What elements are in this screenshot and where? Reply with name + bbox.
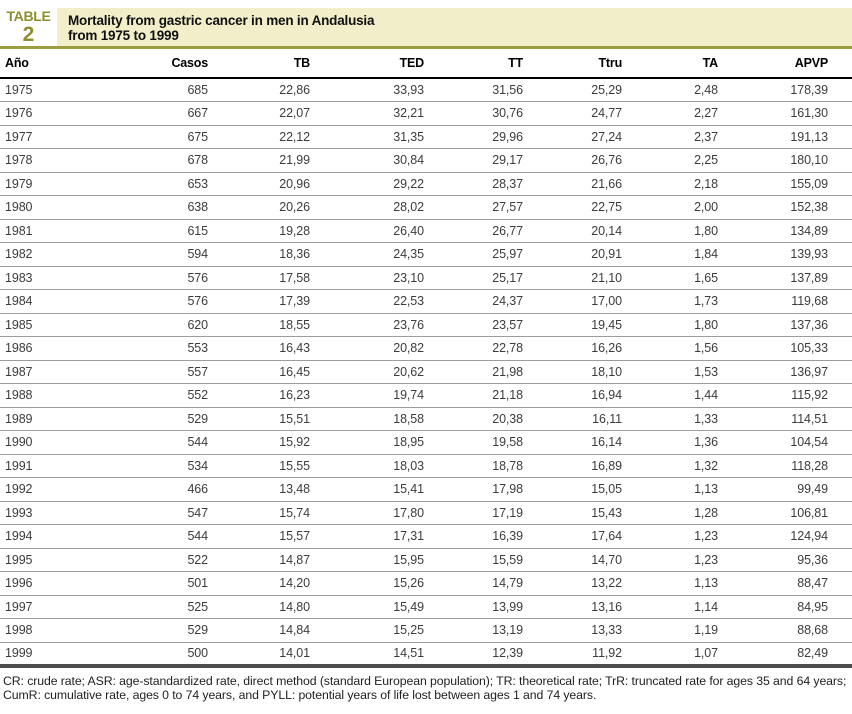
table-cell: 24,77 (547, 102, 646, 126)
table-cell: 29,96 (448, 125, 547, 149)
table-cell: 17,31 (334, 525, 448, 549)
column-header-tt: TT (448, 49, 547, 78)
table-cell: 178,39 (742, 78, 852, 102)
table-cell: 136,97 (742, 360, 852, 384)
cell-year: 1996 (0, 572, 134, 596)
column-header-ted: TED (334, 49, 448, 78)
table-cell: 1,36 (646, 431, 742, 455)
table-header-row (0, 49, 852, 78)
table-cell: 22,53 (334, 290, 448, 314)
table-cell: 14,01 (279, 646, 310, 660)
figure-header (0, 0, 852, 46)
table-cell: 21,10 (547, 266, 646, 290)
table-cell: 544 (134, 525, 232, 549)
table-cell: 534 (134, 454, 232, 478)
mortality-data-table (0, 49, 852, 668)
table-cell: 500 (187, 646, 208, 660)
table-cell: 17,80 (334, 501, 448, 525)
table-cell: 15,26 (334, 572, 448, 596)
table-cell: 21,99 (232, 149, 334, 173)
cell-year: 1980 (0, 196, 134, 220)
table-cell: 1,53 (646, 360, 742, 384)
table-cell: 161,30 (742, 102, 852, 126)
table-cell: 27,24 (547, 125, 646, 149)
table-cell: 21,66 (547, 172, 646, 196)
table-cell: 14,20 (232, 572, 334, 596)
table-cell: 88,47 (742, 572, 852, 596)
footnote-text: CR: crude rate; ASR: age-standardized rate, direct method (standard European population); TR: theoretical rate; TrR: truncated rate for ages 35 and 64 years; CumR: cumulative rate, ages 0 to 74 years, and PYLL: potential years of life lost between ages 1 and 74 years. (3, 673, 847, 702)
table-cell: 155,09 (742, 172, 852, 196)
table-cell: 13,99 (448, 595, 547, 619)
cell-year: 1982 (0, 243, 134, 267)
table-cell: 25,17 (448, 266, 547, 290)
table-cell: 15,51 (232, 407, 334, 431)
table-cell: 24,35 (334, 243, 448, 267)
table-cell: 544 (134, 431, 232, 455)
cell-year: 1983 (0, 266, 134, 290)
cell-year: 1981 (0, 219, 134, 243)
table-cell: 1,56 (646, 337, 742, 361)
table-cell: 20,14 (547, 219, 646, 243)
table-cell: 19,28 (232, 219, 334, 243)
table-cell: 82,49 (797, 646, 828, 660)
table-cell: 14,70 (547, 548, 646, 572)
cell-year: 1999 (5, 646, 33, 660)
table-cell: 16,23 (232, 384, 334, 408)
table-cell: 653 (134, 172, 232, 196)
table-cell: 18,95 (334, 431, 448, 455)
table-cell: 15,59 (448, 548, 547, 572)
table-cell: 20,26 (232, 196, 334, 220)
table-cell: 29,17 (448, 149, 547, 173)
column-header-apvp: APVP (742, 49, 852, 78)
cell-year: 1989 (0, 407, 134, 431)
table-row (0, 125, 852, 149)
table-cell: 118,28 (742, 454, 852, 478)
table-row (0, 337, 852, 361)
table-cell: 16,26 (547, 337, 646, 361)
table-cell: 20,82 (334, 337, 448, 361)
table-cell: 23,76 (334, 313, 448, 337)
table-row (0, 196, 852, 220)
table-cell: 29,22 (334, 172, 448, 196)
table-cell: 20,38 (448, 407, 547, 431)
table-row (0, 548, 852, 572)
table-cell: 14,87 (232, 548, 334, 572)
table-cell: 16,14 (547, 431, 646, 455)
table-row (0, 290, 852, 314)
table-cell: 18,58 (334, 407, 448, 431)
table-cell: 522 (134, 548, 232, 572)
table-cell: 27,57 (448, 196, 547, 220)
table-cell: 33,93 (334, 78, 448, 102)
table-cell: 99,49 (742, 478, 852, 502)
table-cell: 1,32 (646, 454, 742, 478)
table-cell: 23,10 (334, 266, 448, 290)
table-cell: 553 (134, 337, 232, 361)
table-cell: 22,86 (232, 78, 334, 102)
table-cell: 1,33 (646, 407, 742, 431)
table-cell: 678 (134, 149, 232, 173)
table-cell: 24,37 (448, 290, 547, 314)
table-cell: 16,43 (232, 337, 334, 361)
table-cell: 21,98 (448, 360, 547, 384)
figure-title-line1: Mortality from gastric cancer in men in Andalusia (68, 13, 375, 28)
table-row (0, 454, 852, 478)
table-cell: 615 (134, 219, 232, 243)
table-cell: 115,92 (742, 384, 852, 408)
table-cell: 16,45 (232, 360, 334, 384)
table-cell: 14,80 (232, 595, 334, 619)
title-banner (57, 8, 852, 46)
table-cell: 13,16 (547, 595, 646, 619)
table-cell: 19,58 (448, 431, 547, 455)
table-row (0, 384, 852, 408)
table-cell: 12,39 (492, 646, 523, 660)
cell-year: 1987 (0, 360, 134, 384)
table-cell: 1,07 (694, 646, 718, 660)
cell-year: 1992 (0, 478, 134, 502)
table-cell: 28,02 (334, 196, 448, 220)
table-cell: 1,23 (646, 548, 742, 572)
table-cell: 529 (134, 407, 232, 431)
table-cell: 16,11 (547, 407, 646, 431)
table-cell: 685 (134, 78, 232, 102)
table-cell: 25,29 (547, 78, 646, 102)
table-cell: 1,80 (646, 219, 742, 243)
table-cell: 30,84 (334, 149, 448, 173)
table-row (0, 407, 852, 431)
table-cell: 2,37 (646, 125, 742, 149)
table-cell: 466 (134, 478, 232, 502)
table-row (0, 525, 852, 549)
table-cell: 2,00 (646, 196, 742, 220)
table-row (0, 313, 852, 337)
column-header-ano: Año (0, 49, 134, 78)
table-cell: 134,89 (742, 219, 852, 243)
table-cell: 88,68 (742, 619, 852, 643)
cell-year: 1979 (0, 172, 134, 196)
table-cell: 15,57 (232, 525, 334, 549)
table-cell: 31,56 (448, 78, 547, 102)
table-cell: 620 (134, 313, 232, 337)
table-cell: 1,23 (646, 525, 742, 549)
table-cell: 26,76 (547, 149, 646, 173)
table-cell: 16,39 (448, 525, 547, 549)
table-cell: 18,36 (232, 243, 334, 267)
table-row (0, 78, 852, 102)
table-row (0, 172, 852, 196)
table-row (0, 478, 852, 502)
table-cell: 105,33 (742, 337, 852, 361)
cell-year: 1988 (0, 384, 134, 408)
table-cell: 18,78 (448, 454, 547, 478)
table-cell: 19,74 (334, 384, 448, 408)
table-cell: 17,58 (232, 266, 334, 290)
table-cell: 2,27 (646, 102, 742, 126)
cell-year: 1990 (0, 431, 134, 455)
table-cell: 13,48 (232, 478, 334, 502)
table-cell: 15,95 (334, 548, 448, 572)
table-label (0, 0, 57, 46)
table-cell: 667 (134, 102, 232, 126)
table-cell: 21,18 (448, 384, 547, 408)
table-cell: 137,36 (742, 313, 852, 337)
table-cell: 26,77 (448, 219, 547, 243)
table-cell: 1,80 (646, 313, 742, 337)
cell-year: 1986 (0, 337, 134, 361)
table-cell: 15,55 (232, 454, 334, 478)
table-row (0, 642, 852, 666)
table-cell: 15,05 (547, 478, 646, 502)
table-cell: 16,94 (547, 384, 646, 408)
table-cell: 529 (134, 619, 232, 643)
table-cell: 13,19 (448, 619, 547, 643)
table-cell: 14,84 (232, 619, 334, 643)
table-cell: 32,21 (334, 102, 448, 126)
table-cell: 1,65 (646, 266, 742, 290)
table-cell: 17,64 (547, 525, 646, 549)
table-row (0, 501, 852, 525)
cell-year: 1977 (0, 125, 134, 149)
table-cell: 31,35 (334, 125, 448, 149)
cell-year: 1997 (0, 595, 134, 619)
table-cell: 17,39 (232, 290, 334, 314)
table-cell: 13,22 (547, 572, 646, 596)
table-cell: 28,37 (448, 172, 547, 196)
table-cell: 139,93 (742, 243, 852, 267)
table-cell: 15,25 (334, 619, 448, 643)
table-cell: 2,18 (646, 172, 742, 196)
table-row (0, 266, 852, 290)
cell-year: 1984 (0, 290, 134, 314)
table-cell: 25,97 (448, 243, 547, 267)
table-cell: 106,81 (742, 501, 852, 525)
table-cell: 14,51 (393, 646, 424, 660)
table-cell: 26,40 (334, 219, 448, 243)
table-cell: 124,94 (742, 525, 852, 549)
table-cell: 557 (134, 360, 232, 384)
table-cell: 84,95 (742, 595, 852, 619)
figure-title-line2: from 1975 to 1999 (68, 28, 179, 43)
table-cell: 152,38 (742, 196, 852, 220)
table-cell: 20,91 (547, 243, 646, 267)
table-cell: 17,19 (448, 501, 547, 525)
table-cell: 137,89 (742, 266, 852, 290)
table-row (0, 243, 852, 267)
table-row (0, 572, 852, 596)
table-body (0, 78, 852, 666)
table-cell: 22,75 (547, 196, 646, 220)
table-cell: 18,03 (334, 454, 448, 478)
table-cell: 20,62 (334, 360, 448, 384)
table-cell: 15,92 (232, 431, 334, 455)
table-cell: 594 (134, 243, 232, 267)
table-cell: 104,54 (742, 431, 852, 455)
table-cell: 1,13 (646, 572, 742, 596)
table-cell: 119,68 (742, 290, 852, 314)
cell-year: 1976 (0, 102, 134, 126)
table-cell: 19,45 (547, 313, 646, 337)
table-cell: 180,10 (742, 149, 852, 173)
table-cell: 22,12 (232, 125, 334, 149)
table-cell: 17,98 (448, 478, 547, 502)
table-cell: 16,89 (547, 454, 646, 478)
table-cell: 18,10 (547, 360, 646, 384)
table-cell: 1,84 (646, 243, 742, 267)
table-cell: 1,13 (646, 478, 742, 502)
table-cell: 13,33 (547, 619, 646, 643)
table-row (0, 102, 852, 126)
cell-year: 1998 (0, 619, 134, 643)
column-header-casos: Casos (134, 49, 232, 78)
cell-year: 1991 (0, 454, 134, 478)
cell-year: 1975 (0, 78, 134, 102)
table-cell: 30,76 (448, 102, 547, 126)
table-cell: 638 (134, 196, 232, 220)
table-cell: 18,55 (232, 313, 334, 337)
table-cell: 675 (134, 125, 232, 149)
table-cell: 1,14 (646, 595, 742, 619)
table-row (0, 619, 852, 643)
table-cell: 14,79 (448, 572, 547, 596)
table-row (0, 219, 852, 243)
table-cell: 1,19 (646, 619, 742, 643)
cell-year: 1995 (0, 548, 134, 572)
table-cell: 2,25 (646, 149, 742, 173)
table-cell: 22,07 (232, 102, 334, 126)
table-cell: 576 (134, 290, 232, 314)
cell-year: 1985 (0, 313, 134, 337)
table-cell: 114,51 (742, 407, 852, 431)
table-cell: 15,43 (547, 501, 646, 525)
table-cell: 1,73 (646, 290, 742, 314)
table-row (0, 431, 852, 455)
table-row (0, 595, 852, 619)
table-cell: 95,36 (742, 548, 852, 572)
column-header-tb: TB (232, 49, 334, 78)
table-cell: 576 (134, 266, 232, 290)
table-cell: 547 (134, 501, 232, 525)
table-cell: 1,44 (646, 384, 742, 408)
table-cell: 15,49 (334, 595, 448, 619)
table-cell: 15,74 (232, 501, 334, 525)
table-cell: 20,96 (232, 172, 334, 196)
table-cell: 23,57 (448, 313, 547, 337)
table-cell: 11,92 (592, 646, 622, 660)
cell-year: 1993 (0, 501, 134, 525)
column-header-ttru: Ttru (547, 49, 646, 78)
table-cell: 17,00 (547, 290, 646, 314)
table-cell: 525 (134, 595, 232, 619)
table-cell: 2,48 (646, 78, 742, 102)
table-cell: 1,28 (646, 501, 742, 525)
table-row (0, 149, 852, 173)
table-row (0, 360, 852, 384)
cell-year: 1994 (0, 525, 134, 549)
table-cell: 191,13 (742, 125, 852, 149)
table-cell: 15,41 (334, 478, 448, 502)
table-label-word: TABLE (6, 8, 51, 24)
cell-year: 1978 (0, 149, 134, 173)
table-cell: 22,78 (448, 337, 547, 361)
table-cell: 501 (134, 572, 232, 596)
column-header-ta: TA (646, 49, 742, 78)
table-label-number: 2 (22, 23, 35, 46)
table-cell: 552 (134, 384, 232, 408)
